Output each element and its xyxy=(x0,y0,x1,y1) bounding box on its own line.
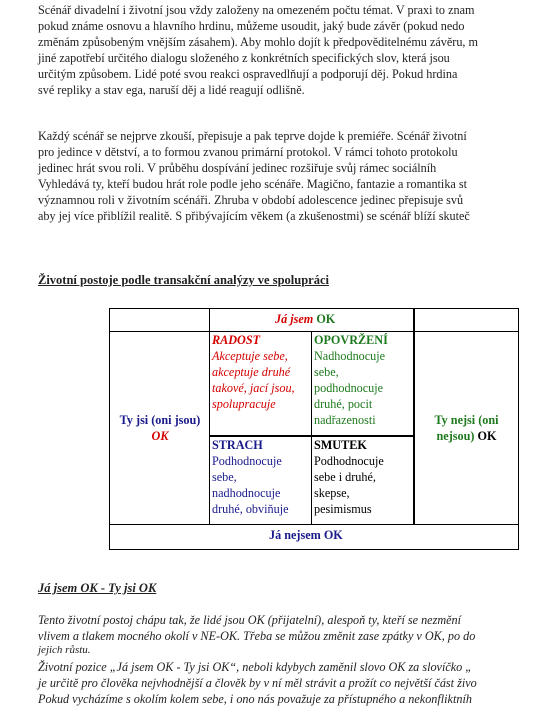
subsection-title: Já jsem OK - Ty jsi OK xyxy=(38,581,157,595)
attitudes-table xyxy=(109,308,519,550)
cell-line: akceptuje druhé xyxy=(212,365,291,379)
text-line: Pokud vycházíme s okolím kolem sebe, i ono nás považuje za přístupného a nekonfliktníh xyxy=(38,692,472,706)
right-label-text: nejsou) xyxy=(436,429,475,443)
right-label-ok: OK xyxy=(477,429,497,443)
cell-line: nadřazenosti xyxy=(314,413,376,427)
text-line: významnou roli v životním scénáři. Zhruba v období adolescence jedinec přepisuje svů xyxy=(38,193,464,207)
cell-line: nadhodnocuje xyxy=(212,486,281,500)
cell-line: podhodnocuje xyxy=(314,381,384,395)
text-line: změnám způsobeným vnějším zásahem). Aby mohlo dojít k předpověditelnému závěru, m xyxy=(38,35,478,49)
cell-line: takové, jací jsou, xyxy=(212,381,295,395)
cell-line: skepse, xyxy=(314,486,350,500)
cell-line: sebe, xyxy=(314,365,339,379)
text-line: jejich růstu. xyxy=(38,644,91,656)
left-label-text: Ty jsi (oni jsou) xyxy=(119,413,201,427)
text-line: Životní pozice „Já jsem OK - Ty jsi OK“, neboli kdybych zaměnil slovo OK za slovíčko „ xyxy=(38,660,473,674)
text-line: Každý scénář se nejprve zkouší, přepisuje a pak teprve dojde k premiéře. Scénář životní xyxy=(38,129,467,143)
cell-line: spolupracuje xyxy=(212,397,276,411)
top-label-ok: OK xyxy=(316,312,336,326)
cell-line: Podhodnocuje xyxy=(314,454,384,468)
cell-line: pesimismus xyxy=(314,502,372,516)
left-label-ok: OK xyxy=(151,429,169,443)
text-line: pro jedince v dětství, a to formou zvanou primární protokol. V rámci tohoto protokolu xyxy=(38,145,458,159)
text-line: je určitě pro člověka nejvhodnější a člověk by v ní měl strávit a prožít co největší část živo xyxy=(38,676,477,690)
bottom-label: Já nejsem OK xyxy=(269,528,343,542)
text-line: určitým způsobem. Lidé poté svou reakci ospravedlňují a podporují děj. Pokud hrdina xyxy=(38,67,458,81)
text-line: jedinec hrát svou roli. V průběhu dospívání jedinec rozšiřuje svůj rámec sociálníh xyxy=(38,161,437,175)
cell-strach xyxy=(212,437,310,517)
text-line: Scénář divadelní i životní jsou vždy založeny na omezeném počtu témat. V praxi to znam xyxy=(38,3,475,17)
right-label xyxy=(416,412,517,444)
text-line: své repliky a stav ega, naruší děj a lidé reagují odlišně. xyxy=(38,83,305,97)
section-title: Životní postoje podle transakční analýzy ve spolupráci xyxy=(38,273,329,287)
cell-smutek xyxy=(314,437,412,517)
cell-line: Podhodnocuje xyxy=(212,454,282,468)
text-line: Vyhledává ty, kteří budou hrát role podle jeho scénáře. Magično, fantazie a romantika st xyxy=(38,177,468,191)
cell-line: Akceptuje sebe, xyxy=(212,349,288,363)
text-line: aby jej více přiblížil realitě. S přibývajícím věkem (a zkušenostmi) se scénář blíží skuteč xyxy=(38,209,470,223)
cell-title: SMUTEK xyxy=(314,438,367,452)
cell-opovrzeni xyxy=(314,332,412,428)
text-line: pokud známe osnovu a hlavního hrdinu, můžeme usoudit, jaký bude závěr (pokud nedo xyxy=(38,19,465,33)
text-line: vlivem a tlakem mocného okolí v NE-OK. Třeba se můžou změnit zase zpátky v OK, po do xyxy=(38,629,476,643)
cell-line: sebe i druhé, xyxy=(314,470,376,484)
cell-line: Nadhodnocuje xyxy=(314,349,386,363)
cell-line: druhé, obviňuje xyxy=(212,502,289,516)
right-label-text: Ty nejsi (oni xyxy=(434,413,499,427)
top-label xyxy=(275,311,335,327)
cell-line: druhé, pocit xyxy=(314,397,373,411)
left-label xyxy=(112,412,208,444)
text-line: jiné zapotřebí určitého dialogu složeného z konkrétních specifických slov, která jsou xyxy=(38,51,450,65)
cell-title: STRACH xyxy=(212,438,263,452)
cell-radost xyxy=(212,332,310,412)
top-label-part: Já jsem xyxy=(275,312,314,326)
cell-title: OPOVRŽENÍ xyxy=(314,333,388,347)
cell-title: RADOST xyxy=(212,333,261,347)
cell-line: sebe, xyxy=(212,470,237,484)
text-line: Tento životní postoj chápu tak, že lidé jsou OK (přijatelní), alespoň ty, kteří se nezmění xyxy=(38,613,462,627)
